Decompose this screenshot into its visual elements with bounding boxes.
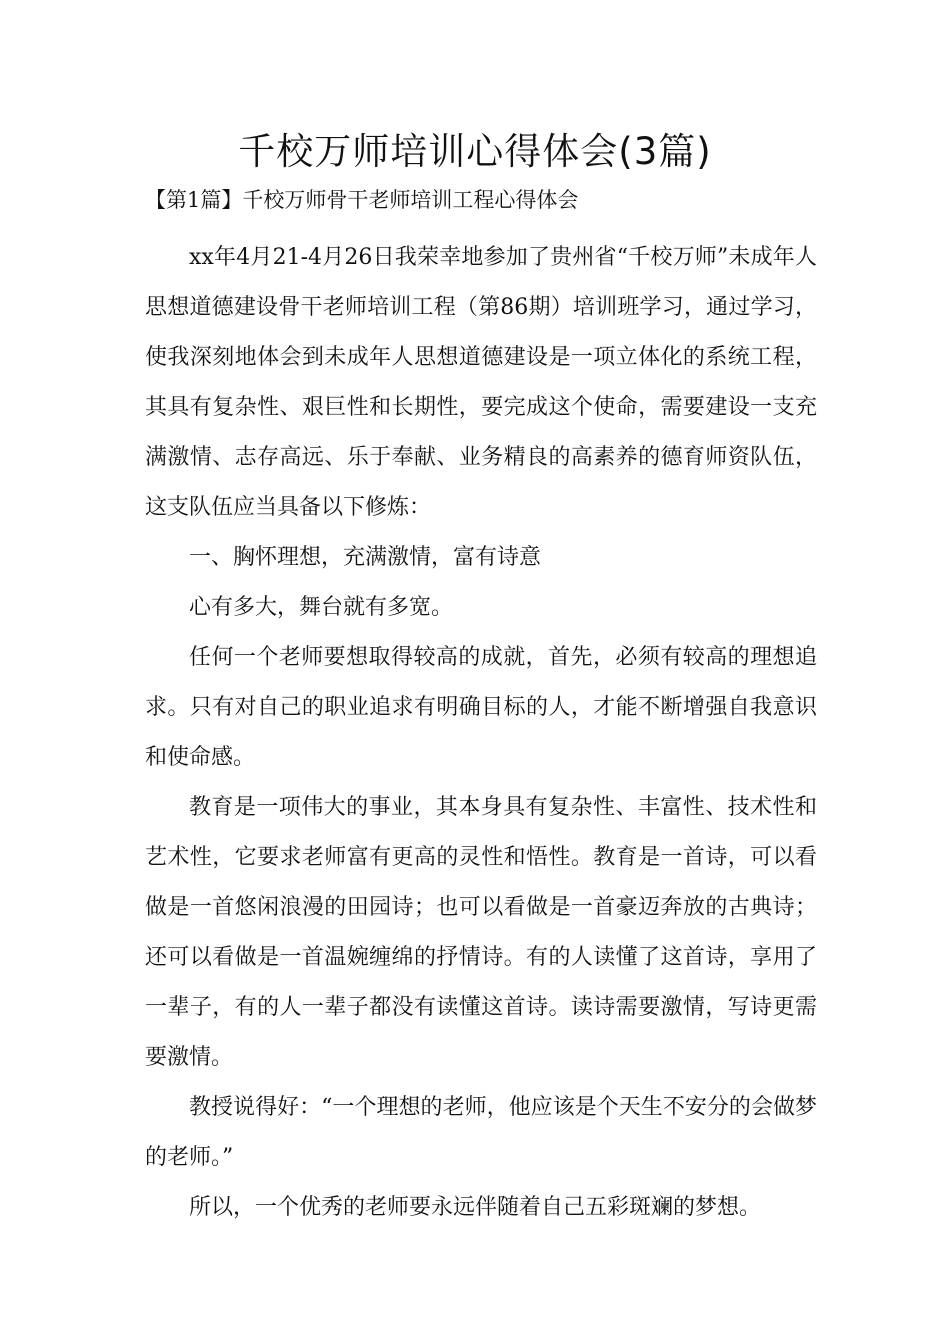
paragraph-quote: 心有多大，舞台就有多宽。	[189, 595, 454, 620]
document-body	[145, 233, 817, 1233]
paragraph-point-heading: 一、胸怀理想，充满激情，富有诗意	[189, 545, 542, 570]
paragraph-ideals: 任何一个老师要想取得较高的成就，首先，必须有较高的理想追求。只有对自己的职业追求有明确目标的人，才能不断增强自我意识和使命感。	[145, 645, 817, 770]
paragraph-education-poem: 教育是一项伟大的事业，其本身具有复杂性、丰富性、技术性和艺术性，它要求老师富有更高的灵性和悟性。教育是一首诗，可以看做是一首悠闲浪漫的田园诗；也可以看做是一首豪迈奔放的古典诗；还可以看做是一首温婉缠绵的抒情诗。有的人读懂了这首诗，享用了一辈子，有的人一辈子都没有读懂这首诗。读诗需要激情，写诗更需要激情。	[145, 795, 817, 1070]
paragraph-intro: xx年4月21-4月26日我荣幸地参加了贵州省“千校万师”未成年人思想道德建设骨干老师培训工程（第86期）培训班学习，通过学习，使我深刻地体会到未成年人思想道德建设是一项立体化的系统工程，其具有复杂性、艰巨性和长期性，要完成这个使命，需要建设一支充满激情、志存高远、乐于奉献、业务精良的高素养的德育师资队伍，这支队伍应当具备以下修炼：	[145, 245, 817, 520]
paragraph-conclusion: 所以，一个优秀的老师要永远伴随着自己五彩斑斓的梦想。	[189, 1195, 762, 1220]
section-heading: 【第1篇】千校万师骨干老师培训工程心得体会	[145, 188, 579, 212]
paragraph-professor-quote: 教授说得好：“一个理想的老师，他应该是个天生不安分的会做梦的老师。”	[145, 1095, 817, 1170]
document-title: 千校万师培训心得体会(3篇)	[238, 130, 712, 173]
